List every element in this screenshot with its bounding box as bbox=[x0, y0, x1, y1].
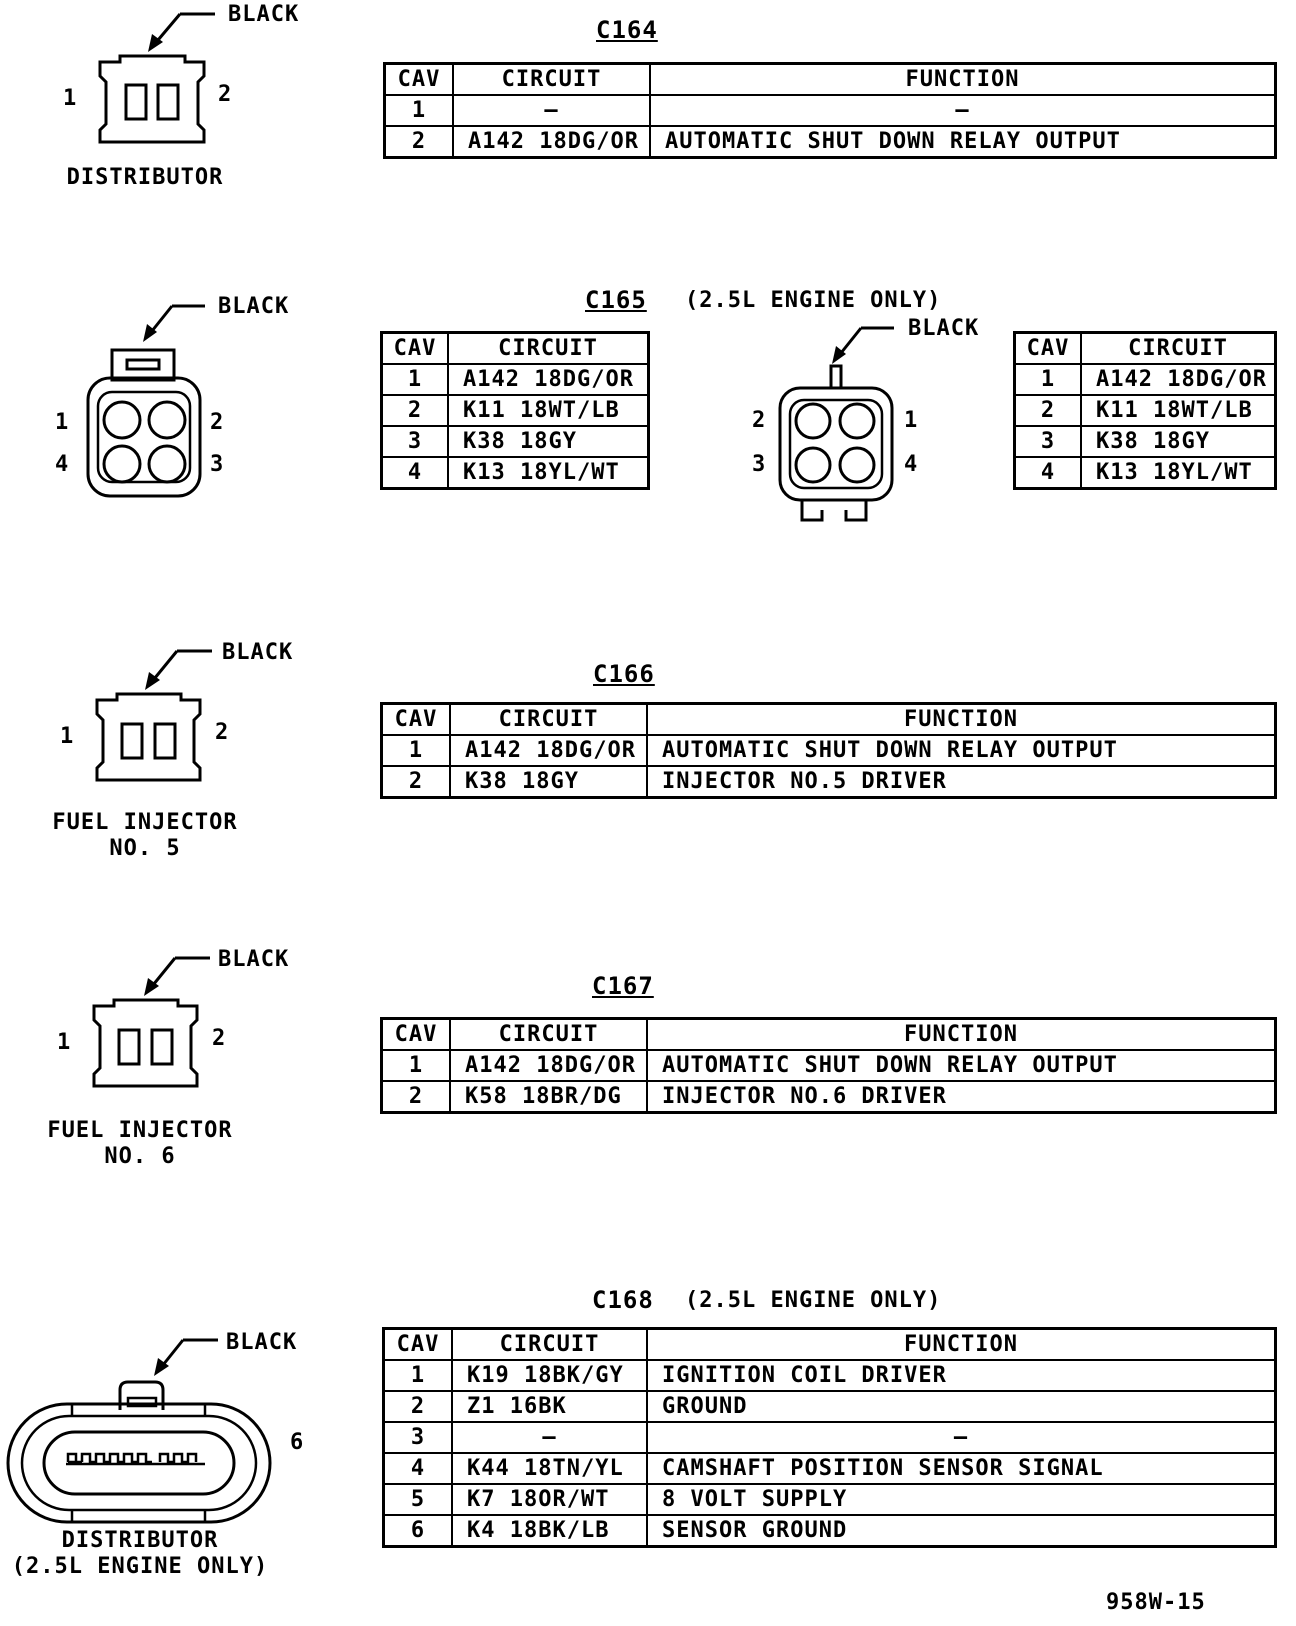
caption-line: NO. 5 bbox=[109, 836, 181, 861]
pin-label-3: 3 bbox=[752, 452, 766, 477]
color-label: BLACK bbox=[228, 2, 300, 27]
cell-function: – bbox=[650, 95, 1276, 126]
connector-note: (2.5L ENGINE ONLY) bbox=[685, 288, 942, 313]
cell-cav: 2 bbox=[384, 1391, 453, 1422]
pin-label-4: 4 bbox=[904, 452, 918, 477]
cell-circuit: K19 18BK/GY bbox=[452, 1360, 647, 1391]
cell-circuit: K11 18WT/LB bbox=[1081, 395, 1276, 426]
cell-circuit: A142 18DG/OR bbox=[450, 735, 647, 766]
header-circuit: CIRCUIT bbox=[1081, 333, 1276, 365]
cell-circuit: A142 18DG/OR bbox=[453, 126, 650, 158]
color-label: BLACK bbox=[226, 1330, 298, 1355]
connector-title: C166 bbox=[593, 660, 655, 688]
header-cav: CAV bbox=[385, 64, 454, 96]
connector-note: (2.5L ENGINE ONLY) bbox=[685, 1288, 942, 1313]
cell-cav: 2 bbox=[382, 766, 451, 798]
cell-function: 8 VOLT SUPPLY bbox=[647, 1484, 1276, 1515]
cell-cav: 4 bbox=[384, 1453, 453, 1484]
caption-line: DISTRIBUTOR bbox=[66, 165, 224, 190]
cell-cav: 1 bbox=[382, 735, 451, 766]
header-circuit: CIRCUIT bbox=[450, 704, 647, 736]
cell-circuit: K38 18GY bbox=[1081, 426, 1276, 457]
cell-circuit: – bbox=[453, 95, 650, 126]
header-cav: CAV bbox=[1015, 333, 1082, 365]
table-row bbox=[384, 1484, 1276, 1515]
pin-label-2: 2 bbox=[210, 410, 224, 435]
cell-function: AUTOMATIC SHUT DOWN RELAY OUTPUT bbox=[650, 126, 1276, 158]
header-circuit: CIRCUIT bbox=[452, 1329, 647, 1361]
cell-cav: 1 bbox=[384, 1360, 453, 1391]
header-cav: CAV bbox=[384, 1329, 453, 1361]
cell-cav: 2 bbox=[382, 1081, 451, 1113]
cell-cav: 4 bbox=[1015, 457, 1082, 489]
header-circuit: CIRCUIT bbox=[448, 333, 649, 365]
cell-function: INJECTOR NO.5 DRIVER bbox=[647, 766, 1276, 798]
connector-caption bbox=[5, 1528, 275, 1580]
cell-function: – bbox=[647, 1422, 1276, 1453]
cell-function: IGNITION COIL DRIVER bbox=[647, 1360, 1276, 1391]
pin-label-1: 1 bbox=[57, 1030, 71, 1055]
cell-function: AUTOMATIC SHUT DOWN RELAY OUTPUT bbox=[647, 1050, 1276, 1081]
cell-cav: 2 bbox=[385, 126, 454, 158]
pin-label-2: 2 bbox=[218, 82, 232, 107]
cell-cav: 3 bbox=[382, 426, 449, 457]
cell-function: SENSOR GROUND bbox=[647, 1515, 1276, 1547]
pin-label-2: 2 bbox=[752, 408, 766, 433]
color-label: BLACK bbox=[908, 316, 980, 341]
pin-label-4: 4 bbox=[55, 452, 69, 477]
cell-circuit: Z1 16BK bbox=[452, 1391, 647, 1422]
header-function: FUNCTION bbox=[647, 1019, 1276, 1051]
table-row bbox=[384, 1515, 1276, 1547]
pin-label-1: 1 bbox=[63, 86, 77, 111]
cell-circuit: – bbox=[452, 1422, 647, 1453]
cell-cav: 1 bbox=[382, 1050, 451, 1081]
header-cav: CAV bbox=[382, 704, 451, 736]
caption-line: NO. 6 bbox=[104, 1144, 176, 1169]
cell-circuit: K7 18OR/WT bbox=[452, 1484, 647, 1515]
cell-cav: 4 bbox=[382, 457, 449, 489]
connector-title: C168 bbox=[592, 1286, 654, 1314]
cell-function: CAMSHAFT POSITION SENSOR SIGNAL bbox=[647, 1453, 1276, 1484]
caption-line: FUEL INJECTOR bbox=[47, 1118, 233, 1143]
table-row bbox=[384, 1422, 1276, 1453]
cell-circuit: K38 18GY bbox=[448, 426, 649, 457]
connector-title: C164 bbox=[596, 16, 658, 44]
pin-label-1: 1 bbox=[60, 724, 74, 749]
cell-circuit: K44 18TN/YL bbox=[452, 1453, 647, 1484]
cell-cav: 3 bbox=[384, 1422, 453, 1453]
cell-function: INJECTOR NO.6 DRIVER bbox=[647, 1081, 1276, 1113]
cell-circuit: K58 18BR/DG bbox=[450, 1081, 647, 1113]
color-label: BLACK bbox=[218, 294, 290, 319]
table-row bbox=[384, 1391, 1276, 1422]
cell-cav: 1 bbox=[382, 364, 449, 395]
cell-circuit: A142 18DG/OR bbox=[1081, 364, 1276, 395]
color-label: BLACK bbox=[222, 640, 294, 665]
pin-label-1: 1 bbox=[55, 410, 69, 435]
connector-title: C165 bbox=[585, 286, 647, 314]
cell-circuit: A142 18DG/OR bbox=[448, 364, 649, 395]
cell-cav: 5 bbox=[384, 1484, 453, 1515]
caption-line: FUEL INJECTOR bbox=[52, 810, 238, 835]
header-function: FUNCTION bbox=[650, 64, 1276, 96]
figure-id: 958W-15 bbox=[1106, 1590, 1206, 1615]
cell-function: AUTOMATIC SHUT DOWN RELAY OUTPUT bbox=[647, 735, 1276, 766]
caption-line: (2.5L ENGINE ONLY) bbox=[11, 1554, 269, 1579]
header-cav: CAV bbox=[382, 333, 449, 365]
pin-label-2: 2 bbox=[215, 720, 229, 745]
cell-cav: 3 bbox=[1015, 426, 1082, 457]
pinout-table-c168 bbox=[382, 1327, 1277, 1548]
header-cav: CAV bbox=[382, 1019, 451, 1051]
header-circuit: CIRCUIT bbox=[450, 1019, 647, 1051]
cell-cav: 2 bbox=[1015, 395, 1082, 426]
cell-cav: 6 bbox=[384, 1515, 453, 1547]
table-row bbox=[384, 1360, 1276, 1391]
pin-label-6: 6 bbox=[290, 1430, 304, 1455]
cell-circuit: K38 18GY bbox=[450, 766, 647, 798]
cell-function: GROUND bbox=[647, 1391, 1276, 1422]
cell-circuit: K13 18YL/WT bbox=[1081, 457, 1276, 489]
connector-title: C167 bbox=[592, 972, 654, 1000]
pin-label-3: 3 bbox=[210, 452, 224, 477]
cell-cav: 2 bbox=[382, 395, 449, 426]
header-function: FUNCTION bbox=[647, 704, 1276, 736]
pin-label-1: 1 bbox=[904, 408, 918, 433]
cell-circuit: K11 18WT/LB bbox=[448, 395, 649, 426]
header-circuit: CIRCUIT bbox=[453, 64, 650, 96]
cell-cav: 1 bbox=[1015, 364, 1082, 395]
cell-cav: 1 bbox=[385, 95, 454, 126]
cell-circuit: A142 18DG/OR bbox=[450, 1050, 647, 1081]
caption-line: DISTRIBUTOR bbox=[61, 1528, 219, 1553]
table-header-row bbox=[384, 1329, 1276, 1361]
table-row bbox=[384, 1453, 1276, 1484]
pin-label-2: 2 bbox=[212, 1026, 226, 1051]
cell-circuit: K4 18BK/LB bbox=[452, 1515, 647, 1547]
header-function: FUNCTION bbox=[647, 1329, 1276, 1361]
color-label: BLACK bbox=[218, 947, 290, 972]
cell-circuit: K13 18YL/WT bbox=[448, 457, 649, 489]
